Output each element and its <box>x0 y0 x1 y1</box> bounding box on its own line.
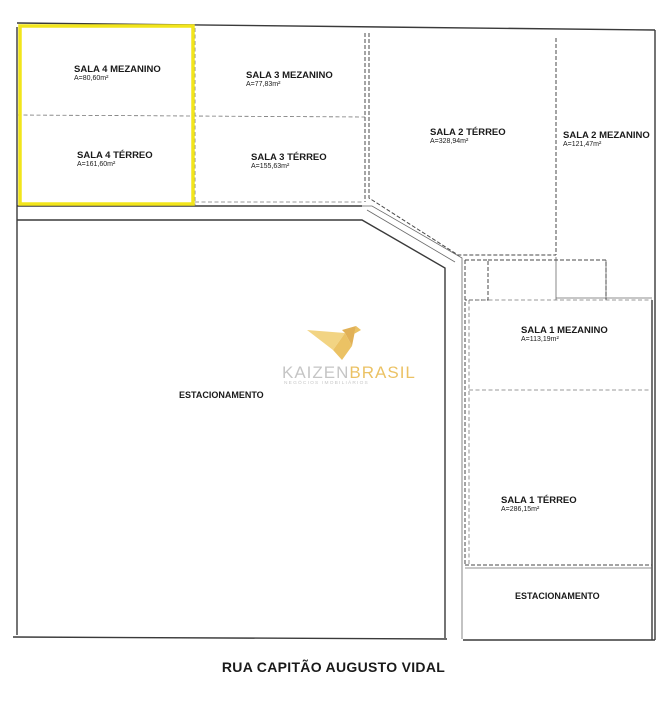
room-area: A=155,63m² <box>251 163 290 170</box>
room-sala-3-terreo <box>251 152 327 170</box>
room-name: SALA 4 MEZANINO <box>74 64 161 75</box>
parking-main-label: ESTACIONAMENTO <box>179 390 264 400</box>
room-name: SALA 2 TÉRREO <box>430 127 506 138</box>
room-area: A=286,15m² <box>501 506 540 513</box>
room-sala-4-mezanino <box>74 64 161 82</box>
sala-1-block <box>465 260 652 568</box>
room-name: SALA 4 TÉRREO <box>77 150 153 161</box>
room-area: A=121,47m² <box>563 141 602 148</box>
watermark-tagline: NEGÓCIOS IMOBILIÁRIOS <box>284 381 369 386</box>
watermark-brand-left: KAIZEN <box>282 363 350 382</box>
room-name: SALA 1 TÉRREO <box>501 495 577 506</box>
parking-outline <box>17 206 462 639</box>
watermark-brand-right: BRASIL <box>349 363 416 382</box>
room-sala-1-terreo <box>501 495 577 513</box>
room-area: A=77,83m² <box>246 81 281 88</box>
parking-small-label: ESTACIONAMENTO <box>515 591 600 601</box>
sala-3-4-block <box>17 28 365 206</box>
room-name: SALA 1 MEZANINO <box>521 325 608 336</box>
room-sala-2-terreo <box>430 127 506 145</box>
room-area: A=161,60m² <box>77 161 116 168</box>
room-sala-3-mezanino <box>246 70 333 88</box>
room-area: A=80,60m² <box>74 75 109 82</box>
room-name: SALA 3 MEZANINO <box>246 70 333 81</box>
room-area: A=328,94m² <box>430 138 469 145</box>
room-sala-2-mezanino <box>563 130 650 148</box>
room-name: SALA 3 TÉRREO <box>251 152 327 163</box>
room-name: SALA 2 MEZANINO <box>563 130 650 141</box>
room-sala-1-mezanino <box>521 325 608 343</box>
bird-logo-icon <box>307 326 361 360</box>
room-sala-4-terreo <box>77 150 153 168</box>
street-name: RUA CAPITÃO AUGUSTO VIDAL <box>221 659 446 675</box>
sala-2-block <box>369 33 652 300</box>
watermark-brand <box>282 363 416 382</box>
watermark-logo <box>282 326 416 386</box>
room-area: A=113,19m² <box>521 336 559 343</box>
